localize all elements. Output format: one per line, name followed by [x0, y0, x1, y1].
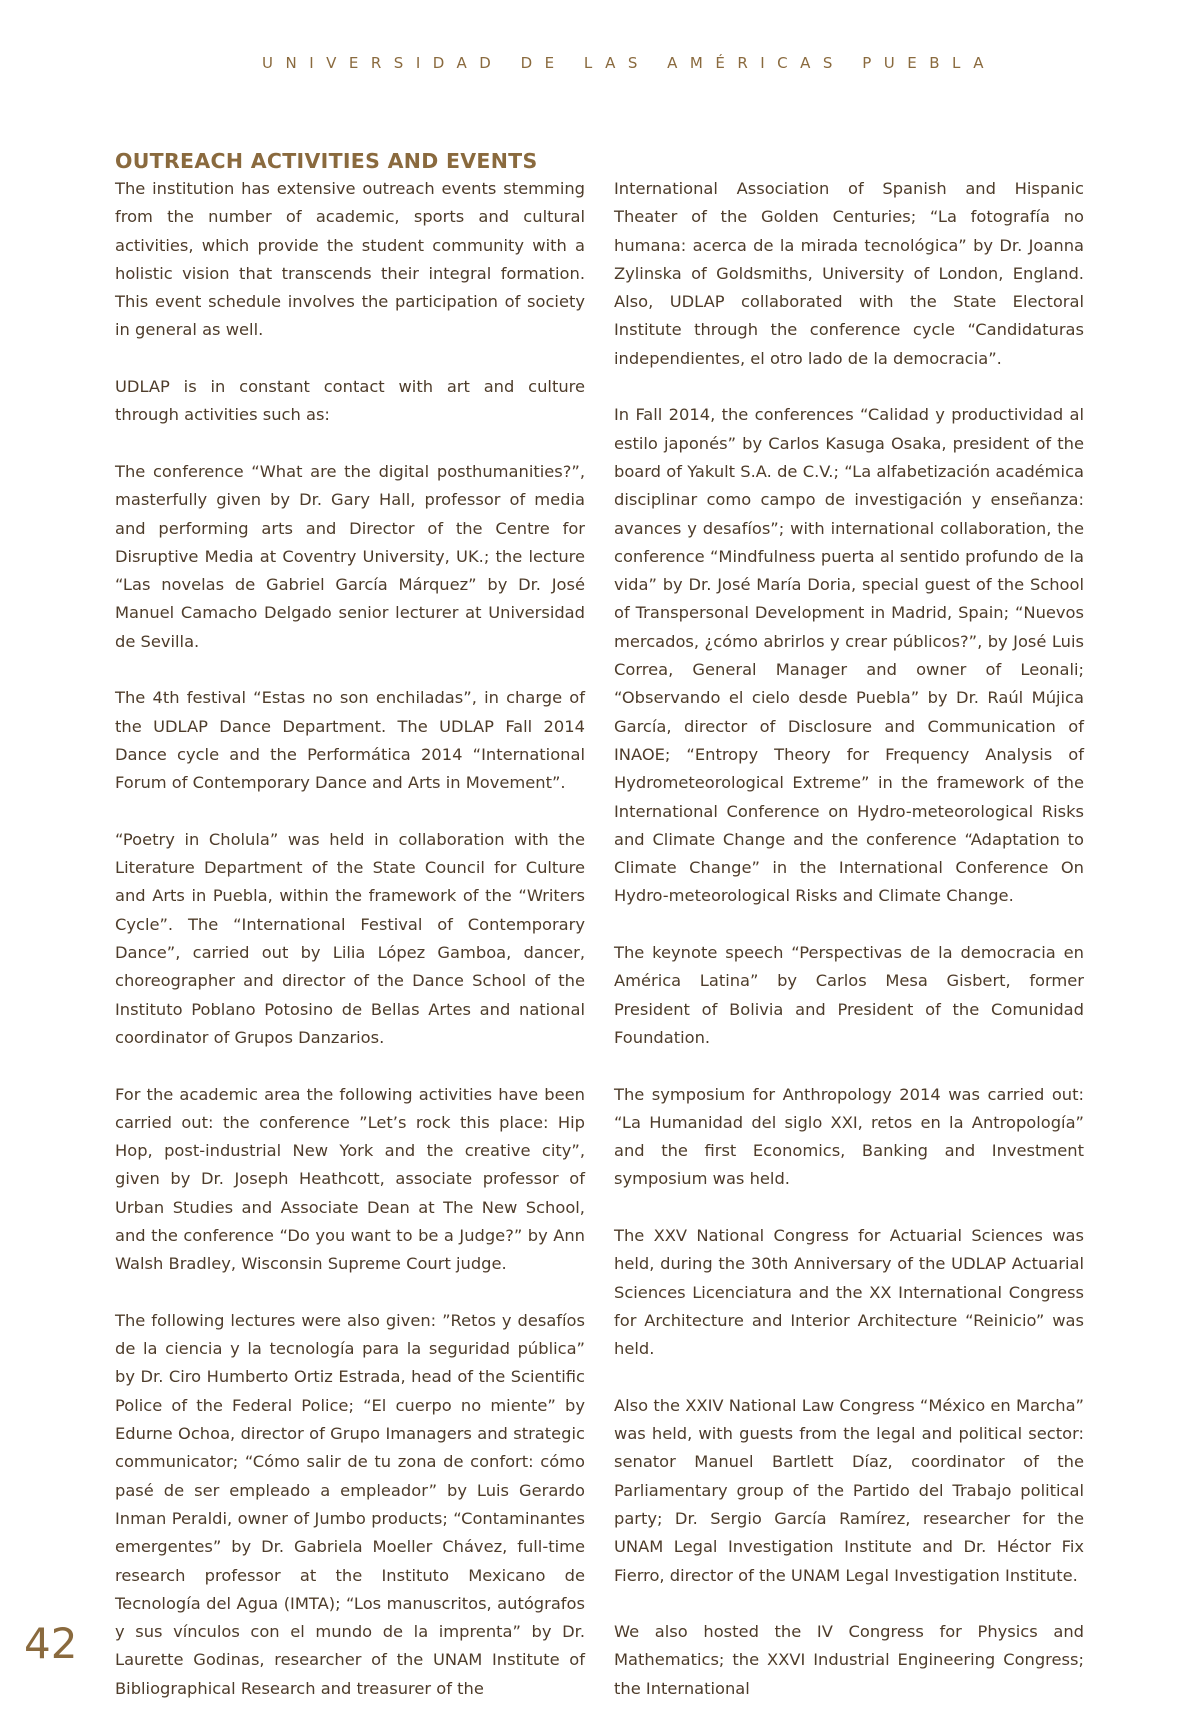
- paragraph: For the academic area the following activities have been carried out: the conference ”Let’s rock this place: Hip Hop, post-industrial New York and the creative city”, given by Dr. Joseph Heathcott, associate professor of Urban Studies and Associate Dean at The New School, and the conference “Do you want to be a Judge?” by Ann Walsh Bradley, Wisconsin Supreme Court judge.: [115, 1084, 585, 1274]
- paragraph: Also the XXIV National Law Congress “México en Marcha” was held, with guests from the legal and political sector: senator Manuel Bartlett Díaz, coordinator of the Parliamentary group of the Partido del Trabajo political party; Dr. Sergio García Ramírez, researcher for the UNAM Legal Investigation Institute and Dr. Héctor Fix Fierro, director of the UNAM Legal Investigation Institute.: [614, 1395, 1084, 1585]
- section-title: OUTREACH ACTIVITIES AND EVENTS: [115, 149, 538, 173]
- paragraph: The institution has extensive outreach events stemming from the number of academic, sports and cultural activities, which provide the student community with a holistic vision that transcends their integral formation. This event schedule involves the participation of society in general as well.: [115, 179, 585, 340]
- paragraph: UDLAP is in constant contact with art and culture through activities such as:: [115, 377, 585, 425]
- paragraph: “Poetry in Cholula” was held in collaboration with the Literature Department of the State Council for Culture and Arts in Puebla, within the framework of the “Writers Cycle”. The “International Festival of Contemporary Dance”, carried out by Lilia López Gamboa, dancer, choreographer and director of the Dance School of the Instituto Poblano Potosino de Bellas Artes and national coordinator of Grupos Danzarios.: [115, 829, 585, 1047]
- paragraph: We also hosted the IV Congress for Physics and Mathematics; the XXVI Industrial Engineering Congress; the International: [614, 1622, 1084, 1698]
- running-header: UNIVERSIDAD DE LAS AMÉRICAS PUEBLA: [262, 54, 996, 72]
- paragraph: The following lectures were also given: ”Retos y desafíos de la ciencia y la tecnología para la seguridad pública” by Dr. Ciro Humberto Ortiz Estrada, head of the Scientific Police of the Federal Police; “El cuerpo no miente” by Edurne Ochoa, director of Grupo Imanagers and strategic communicator; “Cómo salir de tu zona de confort: cómo pasé de ser empleado a empleador” by Luis Gerardo Inman Peraldi, owner of Jumbo products; “Contaminantes emergentes” by Dr. Gabriela Moeller Chávez, full-time research professor at the Instituto Mexicano de Tecnología del Agua (IMTA); “Los manuscritos, autógrafos y sus vínculos con el mundo de la imprenta” by Dr. Laurette Godinas, researcher of the UNAM Institute of Bibliographical Research and treasurer of the: [115, 1310, 585, 1698]
- page-number: 42: [24, 1619, 78, 1668]
- paragraph: The keynote speech “Perspectivas de la democracia en América Latina” by Carlos Mesa Gisbert, former President of Bolivia and President of the Comunidad Foundation.: [614, 943, 1084, 1047]
- right-column: [614, 175, 1084, 1731]
- paragraph: The symposium for Anthropology 2014 was carried out: “La Humanidad del siglo XXI, retos en la Antropología” and the first Economics, Banking and Investment symposium was held.: [614, 1084, 1084, 1189]
- paragraph: In Fall 2014, the conferences “Calidad y productividad al estilo japonés” by Carlos Kasuga Osaka, president of the board of Yakult S.A. de C.V.; “La alfabetización académica disciplinar como campo de investigación y enseñanza: avances y desafíos”; with international collaboration, the conference “Mindfulness puerta al sentido profundo de la vida” by Dr. José María Doria, special guest of the School of Transpersonal Development in Madrid, Spain; “Nuevos mercados, ¿cómo abrirlos y crear públicos?”, by José Luis Correa, General Manager and owner of Leonali; “Observando el cielo desde Puebla” by Dr. Raúl Mújica García, director of Disclosure and Communication of INAOE; “Entropy Theory for Frequency Analysis of Hydrometeorological Extreme” in the framework of the International Conference on Hydro-meteorological Risks and Climate Change and the conference “Adaptation to Climate Change” in the International Conference On Hydro-meteorological Risks and Climate Change.: [614, 405, 1084, 906]
- left-column: [115, 147, 585, 1731]
- paragraph: The XXV National Congress for Actuarial Sciences was held, during the 30th Anniversary of the UDLAP Actuarial Sciences Licenciatura and the XX International Congress for Architecture and Interior Architecture “Reinicio” was held.: [614, 1225, 1084, 1359]
- paragraph: The 4th festival “Estas no son enchiladas”, in charge of the UDLAP Dance Department. The UDLAP Fall 2014 Dance cycle and the Performática 2014 “International Forum of Contemporary Dance and Arts in Movement”.: [115, 688, 585, 793]
- paragraph: International Association of Spanish and Hispanic Theater of the Golden Centuries; “La fotografía no humana: acerca de la mirada tecnológica” by Dr. Joanna Zylinska of Goldsmiths, University of London, England. Also, UDLAP collaborated with the State Electoral Institute through the conference cycle “Candidaturas independientes, el otro lado de la democracia”.: [614, 179, 1084, 368]
- paragraph: The conference “What are the digital posthumanities?”, masterfully given by Dr. Gary Hall, professor of media and performing arts and Director of the Centre for Disruptive Media at Coventry University, UK.; the lecture “Las novelas de Gabriel García Márquez” by Dr. José Manuel Camacho Delgado senior lecturer at Universidad de Sevilla.: [115, 461, 585, 651]
